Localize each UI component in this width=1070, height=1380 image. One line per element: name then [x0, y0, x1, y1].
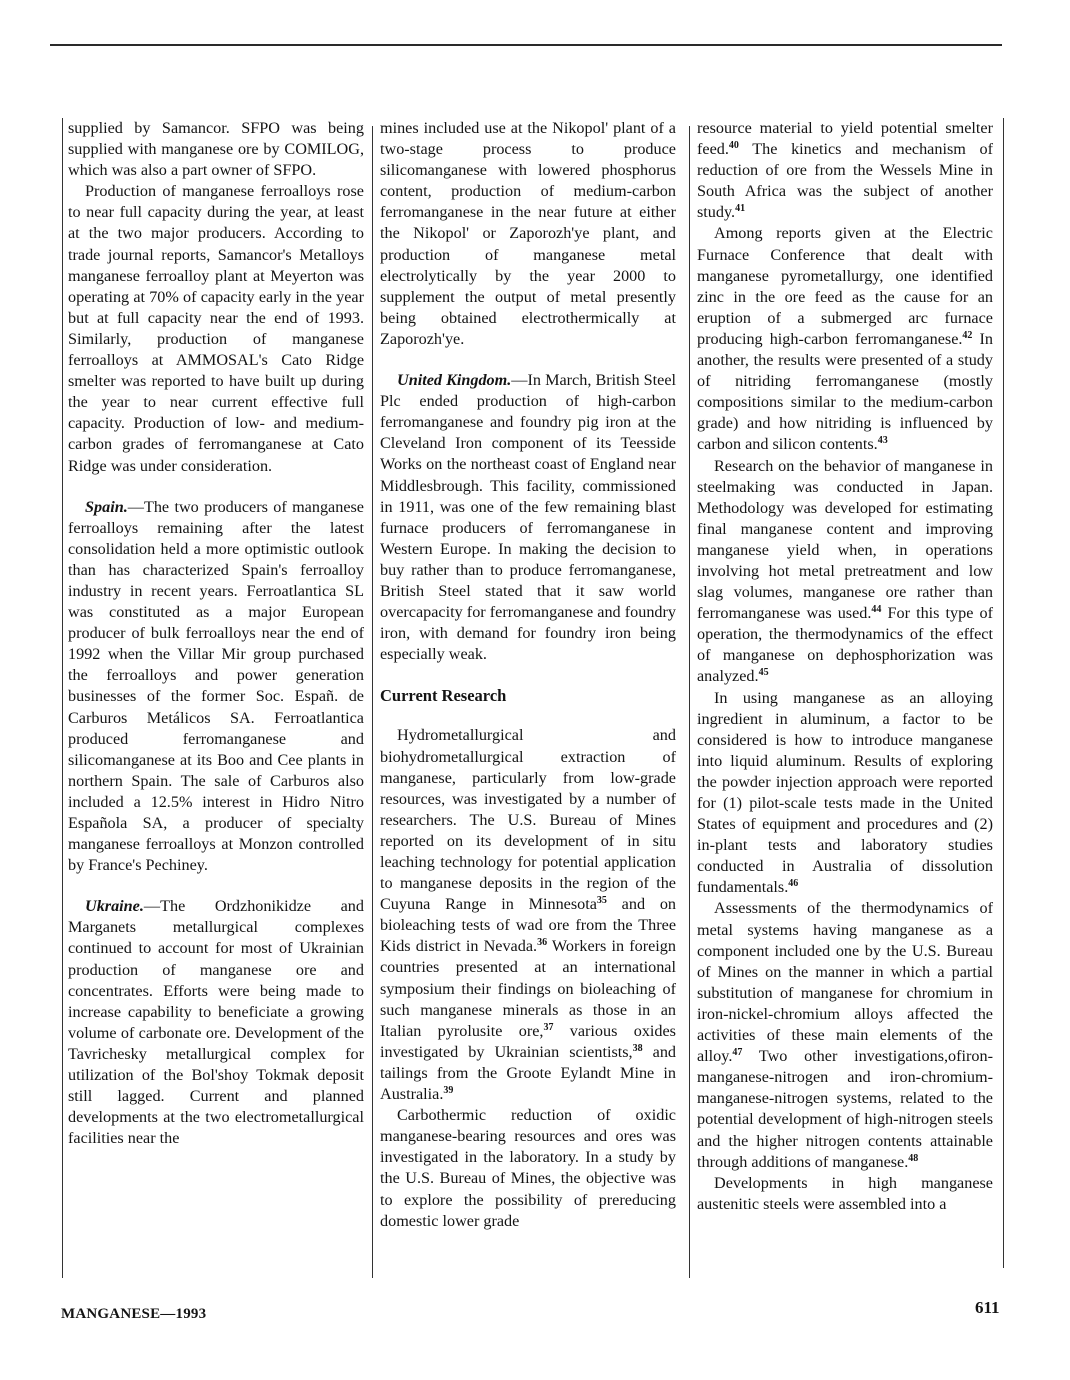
reference-number: 38 — [632, 1042, 643, 1054]
reference-number: 47 — [732, 1047, 743, 1059]
section-united-kingdom — [380, 370, 676, 665]
running-head: MANGANESE—1993 — [61, 1306, 207, 1322]
column-1 — [68, 118, 364, 1149]
paragraph: —The two producers of manganese ferroalloys remaining after the latest consolidation held a more optimistic outlook than has characterized Spain's ferroalloy industry in recent years. Ferroatlantica SL was constituted as a major European producer of bulk ferroalloys near the end of 1992 when the Villar Mir group purchased the ferroalloys and power generation businesses of the former Soc. Españ. de Carburos Metálicos SA. Ferroatlantica produced ferromanganese and silicomanganese at its Boo and Cee plants in northern Spain. The sale of Carburos also included a 12.5% interest in Hidro Nitro Española SA, a producer of specialty manganese ferroalloys at Monzon controlled by France's Pechiney. — [68, 497, 364, 875]
reference-number: 40 — [728, 140, 739, 152]
column-rule-left — [62, 118, 63, 1278]
paragraph: —In March, British Steel Plc ended production of high-carbon ferromanganese and foundry pig iron at the Cleveland Iron component of its Teesside Works on the northeast coast of England near Middlesbrough. This facility, commissioned in 1911, was one of the few remaining blast furnace producers of ferromanganese in Western Europe. In making the decision to buy rather than to produce ferromanganese, British Steel stated that it saw world overcapacity for ferromanganese and foundry iron, with demand for foundry iron being especially weak. — [380, 371, 677, 664]
paragraph: supplied by Samancor. SFPO was being supplied with manganese ore by COMILOG, which was also a part owner of SFPO. — [68, 119, 364, 180]
paragraph: —The Ordzhonikidze and Marganets metallurgical complexes continued to account for most of Ukrainian production of manganese ore and concentrates. Efforts were being made to increase capability to beneficiate a growing volume of carbonate ore. Development of the Tavrichesky metallurgical complex for utilization of the Bol'shoy Tokmak deposit still lagged. Current and planned developments at the two electrometallurgical facilities near the — [68, 897, 364, 1148]
paragraph: In using manganese as an alloying ingredient in aluminum, a factor to be considered is how to introduce manganese into liquid aluminum. Results of exploring the powder injection approach were reported for (1) pilot-scale tests made in the United States of equipment and procedures and (2) in-plant tests and laboratory studies conducted in Australia of dissolution fundamentals.$^{46}$ — [697, 688, 993, 897]
column-rule-2 — [689, 126, 690, 1278]
paragraph: mines included use at the Nikopol' plant of a two-stage process to produce silicomanganese with lowered phosphorus content, production of medium-carbon ferromanganese in the near future at either the Nikopol' or Zaporozh'ye plant, and production of manganese metal electrolytically by the year 2000 to supplement the output of metal presently being obtained electrothermically at Zaporozh'ye. — [380, 119, 676, 348]
section-spain — [68, 497, 364, 877]
reference-number: 42 — [962, 329, 973, 341]
paragraph: Research on the behavior of manganese in steelmaking was conducted in Japan. Methodology was developed for estimating final manganese content and improving manganese yield when, in operations involving hot metal pretreatment and low slag volumes, manganese ore rather than ferromanganese was used.$^{44}$ For this type of operation, the thermodynamics of the effect of manganese on dephosphorization was analyzed.$^{45}$ — [697, 456, 993, 686]
column-2 — [380, 118, 676, 1232]
reference-number: 39 — [443, 1085, 454, 1097]
paragraph: Hydrometallurgical and biohydrometallurgical extraction of manganese, particularly from low-grade resources, was investigated by a number of researchers. The U.S. Bureau of Mines reported on its development of in situ leaching technology for potential application to manganese deposits in the region of the Cuyuna Range in Minnesota$^{35}$ and on bioleaching tests of wad ore from the Three Kids district in Nevada.$^{36}$ Workers in foreign countries presented at an international symposium their findings on bioleaching of such manganese minerals as those in an Italian pyrolusite ore,$^{37}$ various oxides investigated by Ukrainian scientists,$^{38}$ and tailings from the Groote Eylandt Mine in Australia.$^{39}$ — [380, 726, 677, 1104]
paragraph: resource material to yield potential smelter feed.$^{40}$ The kinetics and mechanism of reduction of ore from the Wessels Mine in South Africa was the subject of another study.$^{41}$ — [697, 119, 993, 222]
paragraph: Assessments of the thermodynamics of metal systems having manganese as a component included one by the U.S. Bureau of Mines on the manner in which a partial substitution of manganese for chromium in iron-nickel-chromium alloys affected the activities of these main elements of the alloy.$^{47}$ Two other investigations,ofiron-manganese-nitrogen and iron-chromium-manganese-nitrogen systems, related to the potential development of high-nitrogen steels and the higher nitrogen contents attainable through additions of manganese.$^{48}$ — [697, 899, 993, 1171]
subheading-ukraine: Ukraine. — [85, 897, 144, 916]
page-number: 611 — [975, 1298, 1000, 1317]
reference-number: 48 — [908, 1152, 919, 1164]
reference-number: 43 — [877, 435, 888, 447]
top-rule — [50, 44, 1002, 46]
reference-number: 41 — [735, 203, 746, 215]
reference-number: 37 — [543, 1021, 554, 1033]
paragraph: Carbothermic reduction of oxidic manganese-bearing resources and ores was investigated in the laboratory. In a study by the U.S. Bureau of Mines, the objective was to explore the possibility of prereducing domestic lower grade — [380, 1106, 676, 1230]
column-3 — [697, 118, 993, 1215]
reference-number: 36 — [537, 937, 548, 949]
paragraph: Production of manganese ferroalloys rose to near full capacity during the year, at least at the two major producers. According to trade journal reports, Samancor's Metalloys manganese ferroalloy plant at Meyerton was operating at 70% of capacity early in the year but at full capacity near the end of 1993. Similarly, production of manganese ferroalloys at AMMOSAL's Cato Ridge smelter was reported to have built up during the year to near current effective full capacity. Production of low- and medium-carbon grades of ferromanganese at Cato Ridge was under consideration. — [68, 182, 364, 475]
column-rule-right — [1003, 118, 1004, 1268]
paragraph: Among reports given at the Electric Furnace Conference that dealt with manganese pyrometallurgy, one identified zinc in the ore feed as the cause for an eruption of a submerged arc furnace producing high-carbon ferromanganese.$^{42}$ In another, the results were presented of a study of nitriding ferromanganese (mostly compositions similar to the medium-carbon grade) and how nitriding is influenced by carbon and silicon contents.$^{43}$ — [697, 224, 993, 454]
section-ukraine — [68, 896, 364, 1149]
column-rule-1 — [372, 126, 373, 1278]
paragraph: Developments in high manganese austenitic steels were assembled into a — [697, 1173, 993, 1213]
reference-number: 46 — [788, 878, 799, 890]
reference-number: 35 — [596, 895, 607, 907]
subheading-united-kingdom: United Kingdom. — [397, 371, 512, 390]
subheading-spain: Spain. — [85, 497, 128, 516]
reference-number: 45 — [758, 667, 769, 679]
section-heading-current-research: Current Research — [380, 686, 507, 706]
reference-number: 44 — [871, 604, 882, 616]
